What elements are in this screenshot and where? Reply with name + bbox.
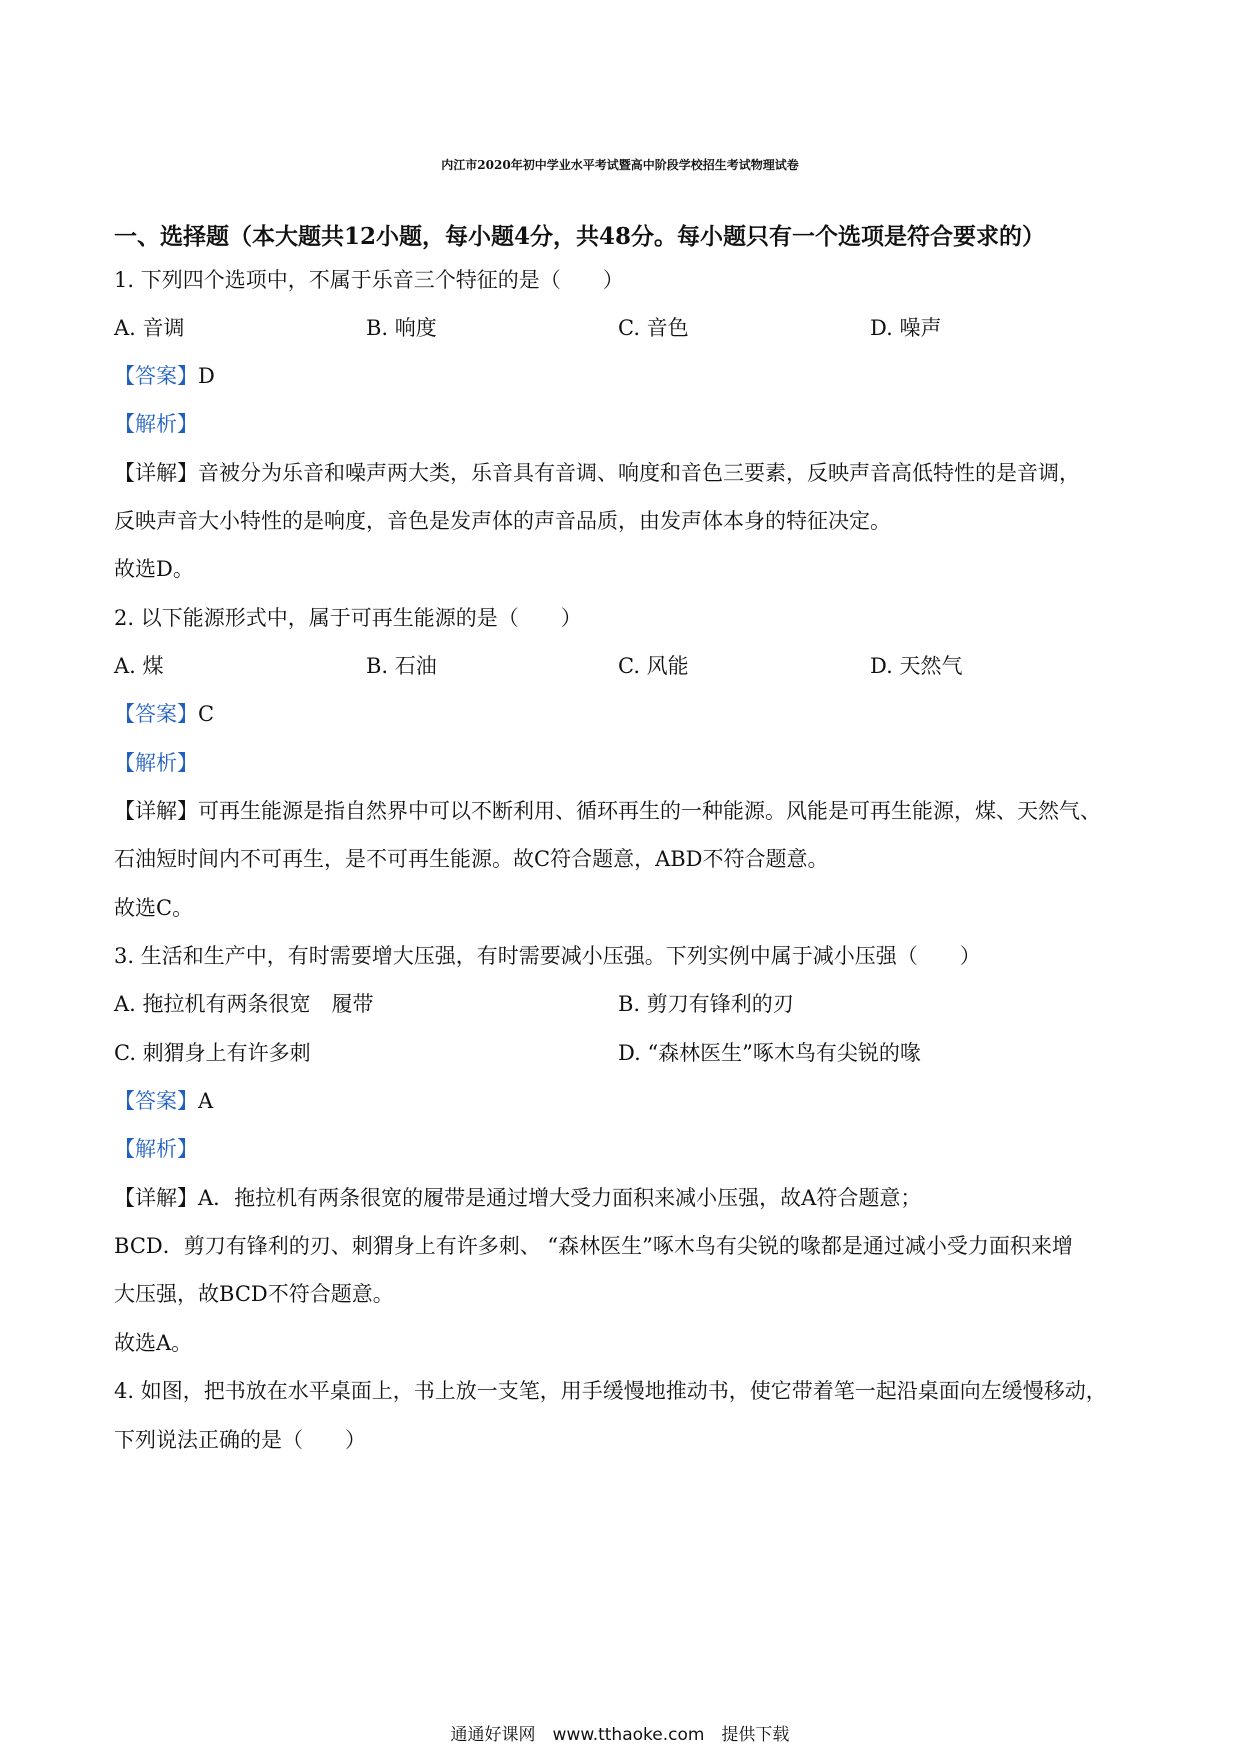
q3-detail-text-1: A．拖拉机有两条很宽的履带是通过增大受力面积来减小压强，故A符合题意； — [198, 1186, 922, 1210]
download-footer: 通通好课网 www.tthaoke.com 提供下载 — [450, 1725, 790, 1745]
q1-answer-value: D — [198, 364, 215, 388]
q2-answer — [114, 700, 214, 728]
q4-stem-line-2: 下列说法正确的是（ ） — [114, 1428, 366, 1452]
q2-detail-line-1 — [114, 797, 1101, 825]
q3-answer-value: A — [198, 1089, 214, 1113]
analysis-tag: 【解析】 — [114, 1137, 198, 1161]
q3-detail-line-3: 大压强，故BCD不符合题意。 — [114, 1282, 394, 1306]
q2-detail-text-1: 可再生能源是指自然界中可以不断利用、循环再生的一种能源。风能是可再生能源，煤、天然气、 — [198, 799, 1101, 823]
analysis-tag: 【解析】 — [114, 751, 198, 775]
section-heading: 一、选择题（本大题共12小题，每小题4分，共48分。每小题只有一个选项是符合要求的） — [114, 223, 1046, 250]
q3-analysis — [114, 1135, 198, 1163]
q2-answer-value: C — [198, 702, 215, 726]
q1-detail-line-2: 反映声音大小特性的是响度，音色是发声体的声音品质，由发声体本身的特征决定。 — [114, 509, 891, 533]
q1-detail-line-1 — [114, 459, 1080, 487]
analysis-tag: 【解析】 — [114, 412, 198, 436]
q3-detail-line-1 — [114, 1184, 921, 1212]
q2-option-b: B. 石油 — [366, 654, 437, 678]
q3-option-a: A. 拖拉机有两条很宽 履带 — [114, 992, 374, 1016]
answer-tag: 【答案】 — [114, 1089, 198, 1113]
q3-option-d: D. “森林医生”啄木鸟有尖锐的喙 — [618, 1041, 921, 1065]
q1-option-b: B. 响度 — [366, 316, 437, 340]
q1-answer — [114, 362, 215, 390]
answer-tag: 【答案】 — [114, 364, 198, 388]
exam-title: 内江市2020年初中学业水平考试暨高中阶段学校招生考试物理试卷 — [441, 158, 799, 172]
answer-tag: 【答案】 — [114, 702, 198, 726]
q1-conclusion: 故选D。 — [114, 557, 194, 581]
q2-option-a: A. 煤 — [114, 654, 164, 678]
q3-detail-line-2: BCD．剪刀有锋利的刃、刺猬身上有许多刺、 “森林医生”啄木鸟有尖锐的喙都是通过减小受力面积来增 — [114, 1234, 1073, 1258]
q3-stem: 3. 生活和生产中，有时需要增大压强，有时需要减小压强。下列实例中属于减小压强（ ） — [114, 944, 981, 968]
q2-stem: 2. 以下能源形式中，属于可再生能源的是（ ） — [114, 606, 582, 630]
q2-conclusion: 故选C。 — [114, 896, 194, 920]
q1-detail-text-1: 音被分为乐音和噪声两大类，乐音具有音调、响度和音色三要素，反映声音高低特性的是音调， — [198, 461, 1080, 485]
q2-analysis — [114, 749, 198, 777]
q3-option-c: C. 刺猬身上有许多刺 — [114, 1041, 311, 1065]
q3-conclusion: 故选A。 — [114, 1331, 193, 1355]
detail-tag: 【详解】 — [114, 799, 198, 823]
q1-stem: 1. 下列四个选项中，不属于乐音三个特征的是（ ） — [114, 268, 624, 292]
q3-option-b: B. 剪刀有锋利的刃 — [618, 992, 794, 1016]
q1-option-c: C. 音色 — [618, 316, 689, 340]
q3-answer — [114, 1087, 213, 1115]
detail-tag: 【详解】 — [114, 1186, 198, 1210]
q1-option-d: D. 噪声 — [870, 316, 942, 340]
q2-option-d: D. 天然气 — [870, 654, 963, 678]
q2-option-c: C. 风能 — [618, 654, 689, 678]
detail-tag: 【详解】 — [114, 461, 198, 485]
q1-option-a: A. 音调 — [114, 316, 185, 340]
q4-stem-line-1: 4. 如图，把书放在水平桌面上，书上放一支笔，用手缓慢地推动书，使它带着笔一起沿桌面向左缓慢移动， — [114, 1379, 1107, 1403]
q1-analysis — [114, 410, 198, 438]
q2-detail-line-2: 石油短时间内不可再生，是不可再生能源。故C符合题意，ABD不符合题意。 — [114, 847, 829, 871]
